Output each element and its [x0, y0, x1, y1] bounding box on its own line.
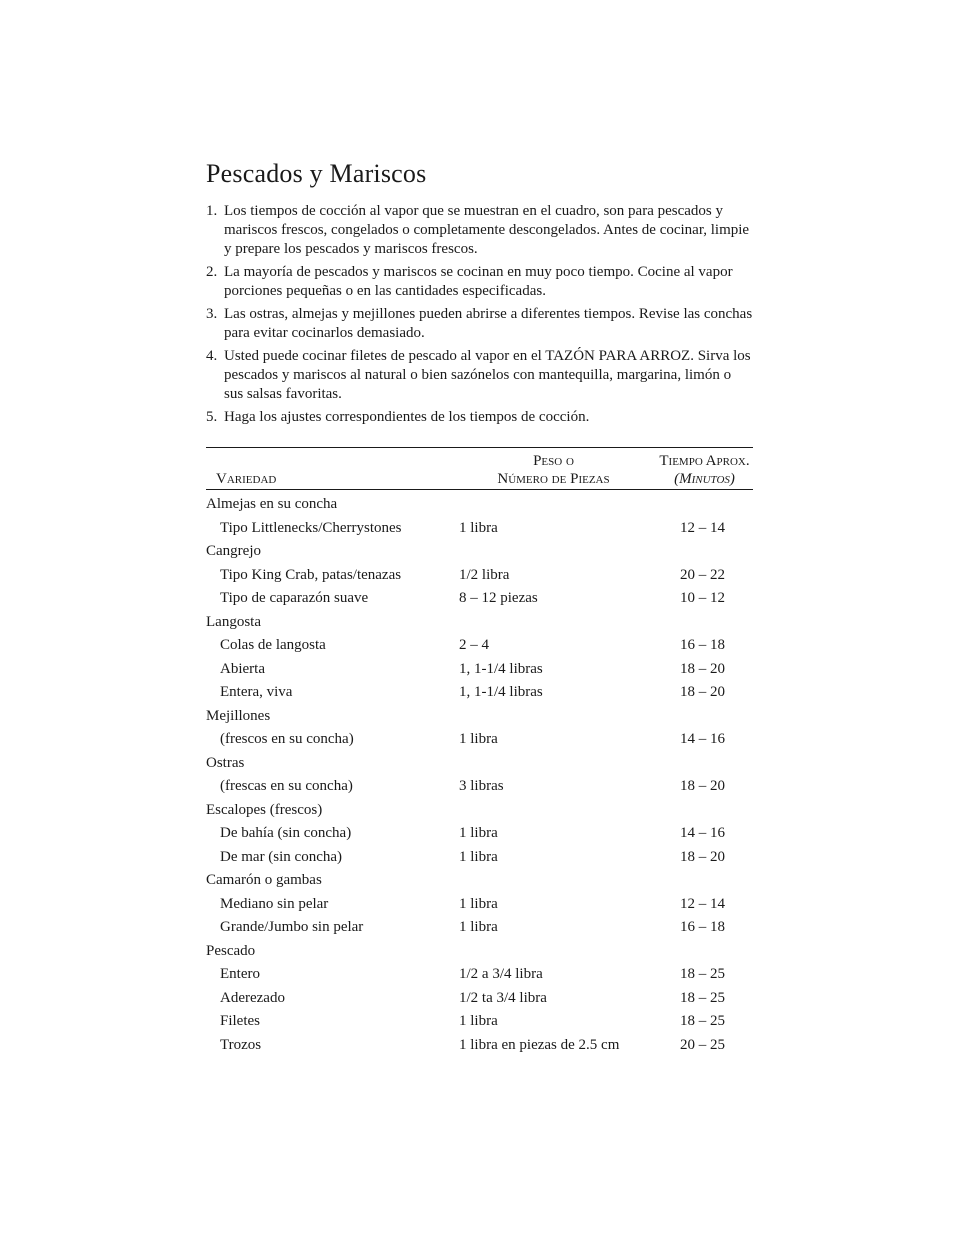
table-row [206, 893, 753, 917]
cell-variety: Aderezado [220, 989, 285, 1006]
list-item [206, 347, 753, 404]
cell-weight: 2 – 4 [459, 637, 489, 653]
header-weight-line2: Número de Piezas [497, 471, 610, 487]
cell-time [656, 611, 753, 635]
cell-time: 18 – 25 [680, 989, 725, 1006]
cell-weight [451, 705, 656, 729]
table-row [206, 658, 753, 682]
cell-variety: Filetes [220, 1013, 260, 1029]
cell-weight: 1 libra [459, 848, 498, 865]
item-number: 1. [206, 203, 218, 219]
item-number: 3. [206, 306, 218, 322]
table-row [206, 963, 753, 987]
cell-variety: Camarón o gambas [206, 872, 322, 888]
cell-weight: 1 libra [459, 1013, 498, 1029]
cell-time: 14 – 16 [680, 731, 725, 747]
cell-time: 16 – 18 [680, 637, 725, 653]
cell-weight [451, 799, 656, 823]
table-body [206, 490, 753, 1057]
cell-variety: Entera, viva [220, 684, 293, 700]
cell-time [656, 940, 753, 964]
cell-weight: 1 libra [459, 895, 498, 912]
cell-time [656, 493, 753, 517]
cooking-times-table [206, 447, 753, 1057]
cell-weight: 1 libra [459, 731, 498, 747]
cell-time: 18 – 25 [680, 1013, 725, 1029]
cell-variety: Tipo Littlenecks/Cherrystones [220, 519, 402, 536]
cell-time [656, 540, 753, 564]
table-row [206, 705, 753, 729]
item-text: Las ostras, almejas y mejillones pueden abrirse a diferentes tiempos. Revise las conchas para evitar cocinarlos demasiado. [224, 306, 753, 341]
cell-variety: Pescado [206, 942, 256, 959]
cell-time: 20 – 22 [680, 566, 725, 583]
item-text: Los tiempos de cocción al vapor que se muestran en el cuadro, son para pescados y mariscos frescos, congelados o completamente descongelados. Antes de cocinar, limpie y prepare los pescados y mariscos frescos. [224, 203, 750, 257]
item-number: 5. [206, 409, 218, 425]
table-row [206, 940, 753, 964]
table-row [206, 493, 753, 517]
cell-weight: 8 – 12 piezas [459, 590, 538, 606]
cell-variety: Trozos [220, 1036, 262, 1053]
cell-time [656, 705, 753, 729]
cell-weight: 1 libra [459, 825, 498, 841]
cell-variety: Langosta [206, 613, 261, 630]
cell-weight [451, 752, 656, 776]
cell-time: 14 – 16 [680, 825, 725, 841]
table-row [206, 611, 753, 635]
table-row [206, 1010, 753, 1034]
table-row [206, 822, 753, 846]
cell-weight: 1 libra [459, 919, 498, 935]
header-weight-line1: Peso o [533, 453, 574, 469]
header-variety: Variedad [216, 471, 277, 487]
cell-time: 16 – 18 [680, 919, 725, 935]
table-row [206, 1034, 753, 1058]
header-time-line2: (Minutos) [674, 471, 735, 487]
cell-time: 18 – 20 [680, 660, 725, 677]
table-row [206, 728, 753, 752]
cell-weight [451, 869, 656, 893]
header-time-line1: Tiempo Aprox. [659, 453, 750, 469]
item-text: Usted puede cocinar filetes de pescado al vapor en el TAZÓN PARA ARROZ. Sirva los pescados y mariscos al natural o bien sazónelos con mantequilla, margarina, limón o sus salsas favoritas. [224, 348, 751, 402]
cell-variety: Entero [220, 966, 260, 982]
table-row [206, 846, 753, 870]
cell-variety: Tipo de caparazón suave [220, 590, 369, 606]
cell-variety: De mar (sin concha) [220, 848, 343, 865]
table-row [206, 517, 753, 541]
cell-variety: Abierta [220, 660, 265, 677]
table-row [206, 564, 753, 588]
item-number: 2. [206, 264, 218, 280]
cell-weight: 1 libra en piezas de 2.5 cm [459, 1036, 620, 1053]
table-row [206, 540, 753, 564]
table-row [206, 869, 753, 893]
list-item [206, 408, 753, 427]
cell-weight: 3 libras [459, 778, 504, 794]
cell-variety: Ostras [206, 754, 245, 771]
table-row [206, 681, 753, 705]
cell-weight: 1/2 ta 3/4 libra [459, 989, 547, 1006]
page-title: Pescados y Mariscos [206, 159, 427, 188]
cell-weight: 1 libra [459, 519, 498, 536]
cell-weight [451, 493, 656, 517]
list-item [206, 305, 753, 343]
cell-variety: Mediano sin pelar [220, 895, 329, 912]
cell-time: 18 – 20 [680, 778, 725, 794]
table-row [206, 587, 753, 611]
cell-time [656, 799, 753, 823]
cell-weight [451, 940, 656, 964]
list-item [206, 202, 753, 259]
cell-weight [451, 611, 656, 635]
table-header [206, 448, 753, 490]
cell-variety: Tipo King Crab, patas/tenazas [220, 566, 402, 583]
item-text: Haga los ajustes correspondientes de los tiempos de cocción. [224, 409, 590, 425]
cell-variety: Colas de langosta [220, 637, 326, 653]
cell-weight: 1, 1-1/4 libras [459, 684, 543, 700]
cell-variety: Grande/Jumbo sin pelar [220, 919, 364, 935]
header-weight [451, 452, 656, 488]
instructions-list [206, 202, 753, 427]
cell-variety: Cangrejo [206, 543, 261, 559]
cell-time [656, 869, 753, 893]
table-row [206, 752, 753, 776]
header-time [656, 452, 753, 488]
cell-time: 12 – 14 [680, 519, 725, 536]
cell-time: 18 – 20 [680, 684, 725, 700]
item-text: La mayoría de pescados y mariscos se cocinan en muy poco tiempo. Cocine al vapor porciones pequeñas o en las cantidades especificadas. [224, 264, 733, 299]
cell-time: 18 – 20 [680, 848, 725, 865]
cell-variety: Escalopes (frescos) [206, 801, 323, 818]
cell-variety: Mejillones [206, 707, 271, 724]
table-row [206, 987, 753, 1011]
document-page [206, 158, 753, 1057]
cell-time: 10 – 12 [680, 590, 725, 606]
item-number: 4. [206, 348, 218, 364]
cell-time: 18 – 25 [680, 966, 725, 982]
cell-weight: 1/2 libra [459, 566, 510, 583]
cell-variety: (frescas en su concha) [220, 778, 353, 794]
list-item [206, 263, 753, 301]
cell-variety: Almejas en su concha [206, 496, 338, 512]
table-row [206, 634, 753, 658]
table-row [206, 775, 753, 799]
cell-weight: 1/2 a 3/4 libra [459, 966, 543, 982]
cell-variety: (frescos en su concha) [220, 731, 354, 747]
cell-time: 12 – 14 [680, 895, 725, 912]
table-row [206, 916, 753, 940]
cell-weight: 1, 1-1/4 libras [459, 660, 543, 677]
cell-time [656, 752, 753, 776]
cell-time: 20 – 25 [680, 1036, 725, 1053]
table-row [206, 799, 753, 823]
cell-weight [451, 540, 656, 564]
cell-variety: De bahía (sin concha) [220, 825, 352, 841]
